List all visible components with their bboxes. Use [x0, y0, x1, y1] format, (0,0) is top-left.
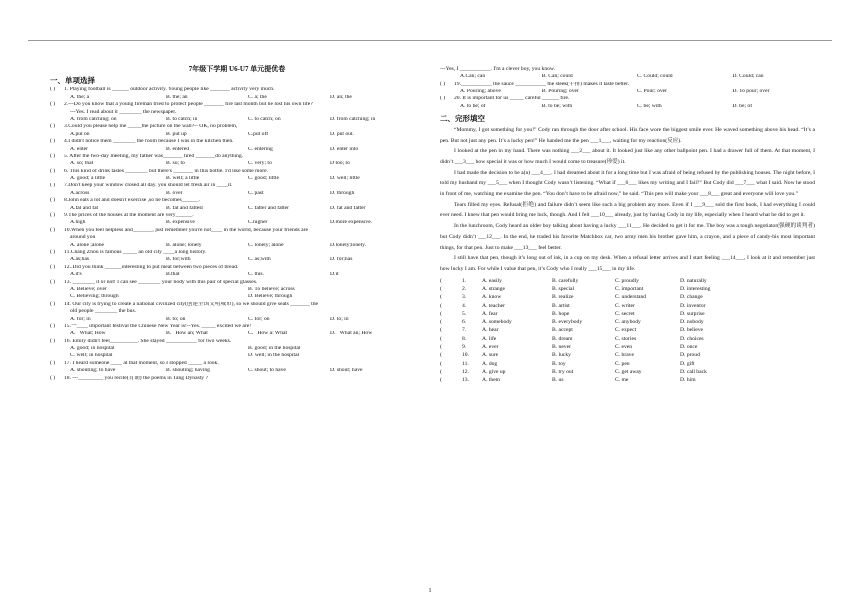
- option: C. a; the: [248, 94, 267, 100]
- option: C. fatter and fatter: [248, 205, 289, 211]
- cloze-number: 8.: [462, 335, 467, 342]
- option: C. me: [615, 377, 629, 384]
- option: B. to catch; in: [166, 116, 198, 122]
- option: A. for; in: [70, 316, 91, 322]
- cloze-options-table: [440, 277, 815, 385]
- question-2: [50, 101, 424, 108]
- cloze-item: [440, 377, 815, 385]
- option: B. try out: [552, 368, 574, 375]
- question-stem: 19.___________ the sauce ___________ the steek(牛排) makes it taste better.: [454, 81, 630, 87]
- cloze-item: [440, 352, 815, 360]
- option: D. be; of: [732, 103, 753, 109]
- question-17: [50, 360, 424, 367]
- options-row: [50, 146, 424, 153]
- question-stem: 2.---Do you know that a young fireman tried to protect people _______ fire last month but he lost his own life?: [64, 102, 313, 108]
- options-row: [50, 353, 424, 360]
- option: D. Believe; through: [248, 294, 293, 300]
- answer-blank: ( ): [50, 359, 56, 366]
- option: C. brave: [615, 352, 634, 359]
- passage-paragraph: Tears filled my eyes. Refusal(拒绝) and failure didn’t seem like such a big problem any more. Even if I ___9___ sold the first book, I had everything I could ever need. I knew that pen would bring me luck, though. And I felt ___10___ already, just by having Cody in my life, especially when I heard what he did to get it.: [440, 201, 815, 219]
- cloze-item: [440, 369, 815, 377]
- option: B. lucky: [552, 352, 571, 359]
- option: C. even: [615, 344, 633, 350]
- answer-blank: ( ): [50, 337, 56, 344]
- options-row: [50, 205, 424, 212]
- option: C.higher: [248, 220, 268, 226]
- cloze-number: 6.: [462, 319, 467, 326]
- answer-blank-open: (: [440, 352, 442, 359]
- cloze-item: [440, 277, 815, 285]
- question-stem: 8.John eats a lot and doesn't exercise ,so he becomes______.: [64, 198, 200, 204]
- page-number: 1: [428, 588, 432, 594]
- options-row: [50, 116, 424, 123]
- option: D too; to: [330, 161, 350, 167]
- options-row: [50, 131, 424, 138]
- option: D. nobody: [680, 319, 704, 326]
- answer-blank-open: (: [440, 302, 442, 309]
- right-column: [440, 66, 815, 385]
- q19-options: [440, 88, 815, 95]
- options-row: [50, 271, 424, 278]
- options-row: [50, 175, 424, 182]
- cloze-number: 1.: [462, 277, 467, 284]
- option: C. stories: [615, 335, 637, 342]
- option: C. shout; to have: [248, 368, 286, 374]
- option: A. fear: [482, 310, 498, 317]
- option: C.put off: [248, 131, 269, 137]
- answer-blank: ( ): [50, 323, 56, 329]
- question-18: [50, 375, 424, 382]
- option: D.it: [330, 272, 339, 278]
- option: A. so; that: [70, 161, 94, 167]
- question-stem: 17. I heard someone ____ at that moment, so I stopped _____ a look.: [64, 360, 219, 366]
- passage-paragraph: I still have that pen, though it’s long out of ink, in a cup on my desk. When a refusal letter arrives and I start feeling ___14___, I look at it and remember just how lucky I am. For while I value that pen, it’s Cody who I really ___15___ in my life.: [440, 255, 815, 272]
- question-stem: 20. It is important for us _____ careful ______ fire.: [454, 96, 570, 102]
- option: C. important: [615, 285, 644, 292]
- options-row: [50, 242, 424, 249]
- question-8: [50, 197, 424, 204]
- option: D. proud: [680, 352, 700, 359]
- cloze-item: [440, 294, 815, 302]
- option: B. over: [166, 190, 183, 196]
- option: A. know: [482, 294, 502, 301]
- question-stem: 3.Could you please help me _____the picture on the wall?-- OK, no problem,: [64, 124, 238, 130]
- answer-blank-open: (: [440, 319, 442, 326]
- option: C. this.: [248, 272, 265, 278]
- option: D.more expensive.: [330, 220, 373, 226]
- question-11: [50, 249, 424, 256]
- cloze-item: [440, 302, 815, 310]
- option: A. good; a little: [70, 176, 106, 182]
- exam-title: 7年级下学期 U6-U7 单元提优卷: [188, 65, 286, 73]
- option: D. fat and fatter: [330, 205, 366, 211]
- option: D. shout; have: [330, 368, 363, 374]
- question-stem: 12..Did you think ______interesting to put meat between two pieces of bread.: [64, 264, 239, 270]
- option: B. toy: [552, 360, 566, 367]
- options-row: [50, 286, 424, 293]
- question-7: [50, 183, 424, 190]
- option: A. sure: [482, 352, 499, 359]
- q18-continuation: ---Yes, I ___________. I'm a clever boy, you know.: [440, 66, 555, 72]
- answer-blank: ( ): [50, 153, 56, 159]
- option: B. so; to: [166, 161, 185, 167]
- answer-blank: ( ): [440, 95, 446, 102]
- option: A. hear: [482, 327, 499, 334]
- answer-blank: ( ): [50, 167, 56, 174]
- option: D. to; in: [330, 316, 349, 322]
- question-10: [50, 227, 424, 234]
- cloze-number: 11.: [462, 360, 469, 367]
- cloze-item: [440, 335, 815, 343]
- answer-blank: ( ): [50, 226, 56, 233]
- option: B. the; an: [166, 94, 188, 100]
- option: C. lonely; alone: [248, 242, 284, 248]
- answer-blank: ( ): [50, 86, 56, 93]
- option: C. anybody: [615, 319, 641, 326]
- option: C. be; with: [637, 103, 662, 109]
- question-20: [440, 96, 815, 103]
- cloze-number: 4.: [462, 302, 467, 309]
- option: D. Could; can: [732, 74, 764, 80]
- answer-blank-open: (: [440, 294, 442, 301]
- option: A. to be; of: [460, 103, 486, 109]
- option: C. pen: [615, 360, 630, 367]
- options-row: [50, 345, 424, 352]
- options-row: [50, 293, 424, 300]
- options-row: [50, 94, 424, 101]
- option: D. To pour; over: [732, 89, 770, 95]
- option: D. well; little: [330, 176, 360, 182]
- question-5: [50, 153, 424, 160]
- option: A.across: [70, 190, 90, 196]
- option: C. past: [248, 190, 264, 196]
- question-stem: 18. ---_________ you recite(背诵) the poems in Tang Dynasty ?: [64, 375, 208, 381]
- option: C. understand: [615, 294, 647, 301]
- passage-paragraph: “Mommy, I got something for you!” Cody ran through the door after school. His face wore the biggest smile ever. He waved something above his head. “It’s a pen. But not just any pen. It’s a lucky pen!” He handed me the pen ___1___, waiting for my reaction(反应).: [440, 126, 815, 144]
- option: B. special: [552, 285, 575, 292]
- option: D. inventor: [680, 302, 706, 309]
- option: A. them: [482, 377, 501, 384]
- answer-blank-open: (: [440, 335, 442, 342]
- option: C. secret: [615, 310, 635, 317]
- answer-blank: ( ): [50, 263, 56, 270]
- option: A. ever: [482, 344, 499, 350]
- answer-blank-open: (: [440, 327, 442, 334]
- option: D. from catching; in: [330, 116, 376, 122]
- options-row: [50, 220, 424, 227]
- option: A．What; How: [70, 331, 106, 337]
- option: B. realize: [552, 294, 574, 301]
- option: D. through: [330, 190, 355, 196]
- question-12: [50, 264, 424, 271]
- option: B. To believe; across: [248, 286, 295, 292]
- option: A. somebody: [482, 319, 512, 326]
- option: B. well; a little: [166, 176, 200, 182]
- question-continuation: around you: [70, 234, 96, 241]
- option: A. dog: [482, 360, 498, 367]
- answer-blank: ( ): [50, 197, 56, 204]
- option: B. expensive: [166, 220, 195, 226]
- question-stem: 1. Playing football is ______ outdoor activity. Young people like _______ activity very much.: [64, 87, 275, 93]
- option: C. writer: [615, 302, 635, 309]
- options-row: [50, 190, 424, 197]
- options-row: [50, 367, 424, 374]
- answer-blank: ( ): [50, 300, 56, 307]
- cloze-number: 3.: [462, 294, 467, 301]
- option: B. accept: [552, 327, 573, 334]
- option: C. Could; could: [637, 74, 673, 80]
- option: B. to; on: [166, 316, 186, 322]
- cloze-number: 13.: [462, 377, 469, 384]
- option: A. life: [482, 335, 497, 342]
- question-14: [50, 301, 424, 308]
- question-stem: 9.The prices of the houses at the moment are very______.: [64, 213, 194, 219]
- option: D. choices: [680, 335, 704, 342]
- passage-paragraph: In the lunchroom, Cody heard an older boy talking about having a lucky ___11___. He decided to get it for me. The boy was a tough negotiator(强硬的谈判者) but Cody didn’t ___12___. In the end, he traded his favorite Matchbox car, two army men his brother gave him, a crayon, and a piece of candy-his most important things, for that pen. Just to make ___13___ feel better.: [440, 223, 815, 251]
- cloze-number: 9.: [462, 344, 467, 350]
- option: C. proudly: [615, 277, 639, 284]
- cloze-item: [440, 360, 815, 368]
- question-19: [440, 81, 815, 88]
- option: D. well; in the hospital: [248, 353, 300, 359]
- answer-blank: ( ): [50, 182, 56, 189]
- options-row: [50, 330, 424, 337]
- cloze-item: [440, 286, 815, 294]
- question-stem: 5. After the two-day meeting, my father was_______ tired _______do anything.: [64, 153, 244, 159]
- answer-blank-open: (: [440, 277, 442, 284]
- answer-blank: ( ): [50, 374, 56, 381]
- option: B. put up: [166, 131, 187, 137]
- option: D. call back: [680, 368, 707, 375]
- passage-paragraph: I looked at the pen in my hand. There was nothing ___2___ about it. It looked just like any other ballpoint pen. I had a drawer full of them. At that moment, I didn’t ___3___ how special it was or how much I would come to treasure(珍爱) it.: [440, 148, 815, 165]
- option: A.high: [70, 220, 86, 226]
- section-heading-multiple-choice: 一、单项选择: [50, 76, 95, 85]
- option: A.as;has: [70, 257, 90, 263]
- cloze-number: 10.: [462, 352, 469, 359]
- options-row: [50, 256, 424, 263]
- cloze-number: 12.: [462, 368, 469, 375]
- option: A. from catching; on: [70, 116, 117, 122]
- option: D. an; the: [330, 94, 352, 100]
- option: C. expect: [615, 327, 637, 334]
- cloze-item: [440, 327, 815, 335]
- question-continuation: old people ________ the bus.: [70, 308, 137, 315]
- option: D. believe: [680, 327, 703, 334]
- option: D. change: [680, 294, 703, 301]
- option: A. the; a: [70, 94, 90, 100]
- option: B.that: [166, 272, 180, 278]
- answer-blank: ( ): [50, 212, 56, 219]
- option: C．How a: What: [248, 331, 288, 337]
- option: B. alone; lonely: [166, 242, 202, 248]
- option: C. get away: [615, 368, 642, 375]
- answer-blank-open: (: [440, 285, 442, 292]
- answer-blank: ( ): [440, 80, 446, 87]
- option: B. entered: [166, 146, 189, 152]
- question-continuation: ---Yes. I read about it ________ the newspaper.: [70, 108, 177, 115]
- option: B. hope: [552, 310, 570, 317]
- option: A. Believe; over: [70, 286, 107, 292]
- option: A. shouting; to have: [70, 368, 116, 374]
- option: A. easily: [482, 277, 502, 284]
- question-stem: 4.I didn't notice them ________ the room because I was in the kitchen then.: [64, 139, 234, 145]
- option: A. strange: [482, 285, 505, 292]
- option: D.lonely;lonely.: [330, 242, 366, 248]
- header-rule: [28, 40, 832, 41]
- answer-blank: ( ): [50, 278, 56, 285]
- option: B. artist: [552, 302, 570, 309]
- q18-options: [440, 73, 815, 80]
- answer-blank-open: (: [440, 360, 442, 367]
- option: A. alone ;alone: [70, 242, 105, 248]
- cloze-item: [440, 310, 815, 318]
- option: C. good; little: [248, 176, 279, 182]
- option: D. him: [680, 377, 696, 384]
- option: B. to be; with: [541, 103, 573, 109]
- question-9: [50, 212, 424, 219]
- option: B. dream: [552, 335, 573, 342]
- question-1: [50, 87, 424, 94]
- question-stem: 6. This kind of drink tastes ________ but there's _______ in this bottle. I'd like some more.: [64, 168, 269, 174]
- option: D. put out.: [330, 131, 354, 137]
- option: C. well; in hospital: [70, 353, 113, 359]
- answer-blank: ( ): [50, 249, 56, 255]
- option: D. enter into: [330, 146, 359, 152]
- option: B. never: [552, 344, 571, 350]
- answer-blank: ( ): [50, 123, 56, 130]
- option: C. entering: [248, 146, 273, 152]
- multiple-choice-list: [50, 87, 424, 383]
- cloze-item: [440, 319, 815, 327]
- question-stem: 7.Don't keep your window closed all day. you should let fresh air in ____it.: [64, 183, 233, 189]
- option: B. us: [552, 377, 564, 384]
- option: D. for;has: [330, 257, 353, 263]
- option: C. to catch; on: [248, 116, 281, 122]
- option: D．What an; How: [330, 331, 373, 337]
- option: C. Pour; over: [637, 89, 668, 95]
- question-stem: 11.Chang Zhou is famous _____ an old city ____a long history.: [64, 249, 207, 255]
- answer-blank: ( ): [50, 101, 56, 108]
- option: B．How an; What: [166, 331, 208, 337]
- cloze-number: 5.: [462, 310, 467, 317]
- option: A.it's: [70, 272, 82, 278]
- question-16: [50, 338, 424, 345]
- option: B. good; in the hospital: [248, 346, 301, 352]
- option: B. Pouring; over: [541, 89, 579, 95]
- question-stem: 14. Our city is trying to create a national civilized city(创建全国文明城市), so we should give seats _______ the: [64, 301, 318, 307]
- answer-blank-open: (: [440, 310, 442, 317]
- question-15: [50, 323, 424, 330]
- option: D. interesting: [680, 285, 711, 292]
- option: D. surprise: [680, 310, 705, 317]
- q20-options: [440, 103, 815, 110]
- option: A. enter: [70, 146, 89, 152]
- question-3: [50, 123, 424, 130]
- passage-paragraph: I had made the decision to be a(n) ___4___. I had dreamed about it for a long time but I was afraid of being refused by the publishing houses. The night before, I told my husband my ___5___ when I thought Cody wasn’t listening. “What if ___6___ likes my writing and I fail?” But Cody did ___7___ what I said. Now he stood in front of me, watching me examine the pen. “You don’t have to be afraid now,” he said. “This pen will make your ___8___ great and everyone will love you.”: [440, 169, 815, 198]
- option: C. as;with: [248, 257, 271, 263]
- question-stem: 10.When you feel helpless and_______, just remember you're not____ in the world, because your friends are: [64, 227, 308, 233]
- option: B. Can; could: [541, 74, 573, 80]
- option: A. teacher: [482, 302, 505, 309]
- question-6: [50, 168, 424, 175]
- option: D. gift: [680, 360, 695, 367]
- option: A.put on: [70, 131, 90, 137]
- left-column: [50, 66, 424, 382]
- option: B. carefully: [552, 277, 579, 284]
- option: B. for;with: [166, 257, 191, 263]
- option: A.fat and fat: [70, 205, 99, 211]
- option: A. good; in hospital: [70, 346, 115, 352]
- option: B. shouting; having: [166, 368, 210, 374]
- answer-blank-open: (: [440, 368, 442, 375]
- question-13: [50, 279, 424, 286]
- answer-blank: ( ): [50, 138, 56, 145]
- option: A. give up: [482, 368, 506, 375]
- option: D. naturally: [680, 277, 707, 284]
- cloze-number: 7.: [462, 327, 467, 334]
- option: C. for; on: [248, 316, 270, 322]
- answer-blank-open: (: [440, 344, 442, 350]
- option: D. once: [680, 344, 698, 350]
- question-stem: 15.一____ important festival the Chinese New Year is!--Yes. _____ excited we are!: [64, 323, 252, 329]
- option: C. Believing; through: [70, 294, 119, 300]
- option: B. fat and fattest: [166, 205, 203, 211]
- question-stem: 13. ________ it or not! I can see ________ your body with this pair of special glasses.: [64, 279, 258, 285]
- options-row: [50, 160, 424, 167]
- question-4: [50, 138, 424, 145]
- options-row: [50, 316, 424, 323]
- option: B. everybody: [552, 319, 583, 326]
- section-heading-cloze: 二、完形填空: [440, 114, 485, 124]
- option: A. Pouring; above: [460, 89, 501, 95]
- option: A.Can; can: [460, 74, 486, 80]
- answer-blank-open: (: [440, 377, 442, 384]
- question-stem: 16. Emily didn't feel__________. She stayed ___________ for two weeks.: [64, 338, 232, 344]
- option: C. very; to: [248, 161, 272, 167]
- cloze-number: 2.: [462, 285, 467, 292]
- cloze-item: [440, 344, 815, 352]
